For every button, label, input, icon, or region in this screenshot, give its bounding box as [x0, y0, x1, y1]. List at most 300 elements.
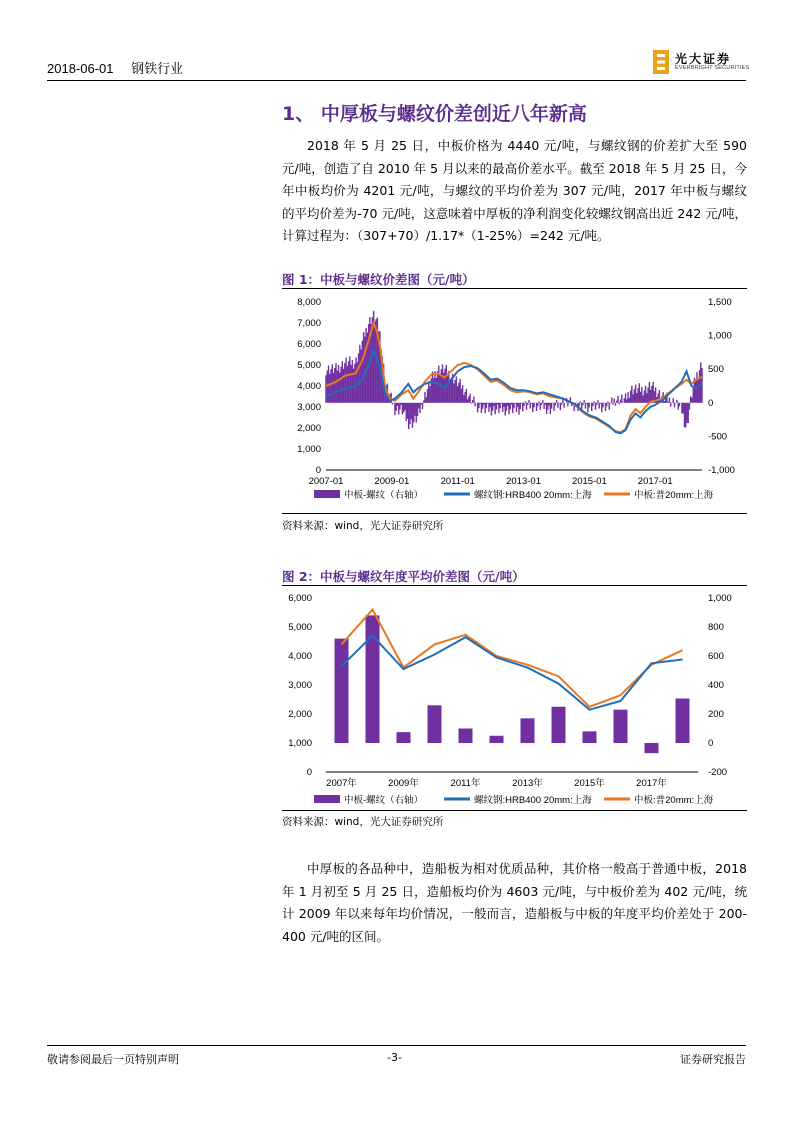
spread-bar [551, 403, 552, 409]
spread-bar [553, 403, 554, 411]
spread-bar [505, 403, 506, 416]
spread-bar [640, 392, 641, 403]
spread-bar [543, 403, 544, 409]
spread-bar [634, 389, 635, 402]
spread-bar [611, 397, 612, 402]
spread-bar [466, 389, 467, 403]
spread-bar [424, 392, 425, 403]
spread-bar [495, 403, 496, 415]
spread-bar [560, 403, 561, 410]
spread-bar [691, 398, 692, 403]
y-left-tick-label: 0 [315, 465, 321, 476]
spread-bar [537, 403, 538, 406]
footer-divider [47, 1045, 746, 1046]
x-tick-label: 2017年 [636, 778, 667, 789]
y-left-tick-label: 1,000 [297, 444, 321, 455]
spread-bar [347, 366, 348, 403]
spread-bar [652, 382, 653, 403]
spread-bar [473, 396, 474, 402]
y-right-tick-label: 0 [708, 397, 714, 409]
spread-bar [609, 403, 610, 410]
spread-bar [518, 403, 519, 415]
spread-bar [555, 403, 556, 406]
spread-bar [506, 403, 507, 411]
spread-bar [594, 401, 595, 402]
page-number: -3- [387, 1051, 402, 1064]
spread-bar [355, 357, 356, 402]
spread-bar [607, 401, 608, 402]
page-header [47, 58, 197, 77]
logo-mark-icon [653, 50, 669, 74]
spread-bar [474, 403, 475, 406]
spread-bar [411, 403, 412, 420]
y-right-tick-label: 1,000 [708, 593, 732, 604]
spread-bar [646, 393, 647, 403]
spread-bar [468, 396, 469, 402]
y-left-tick-label: 6,000 [297, 339, 321, 350]
spread-bar [541, 403, 542, 405]
spread-bar [439, 374, 440, 403]
spread-bar [592, 403, 593, 406]
spread-bar [454, 380, 455, 403]
spread-bar [621, 395, 622, 403]
y-right-tick-label: -1,000 [708, 465, 735, 476]
x-tick-label: 2017-01 [637, 476, 673, 487]
spread-bar [698, 378, 699, 403]
y-left-tick-label: 7,000 [297, 318, 321, 329]
spread-bar [497, 403, 498, 405]
spread-bar [500, 403, 501, 409]
x-tick-label: 2011年 [450, 778, 481, 789]
spread-bar [614, 710, 628, 743]
spread-bar [503, 403, 504, 407]
spread-bar [520, 403, 521, 409]
spread-bar [427, 389, 428, 403]
spread-bar [458, 383, 459, 403]
spread-bar [645, 386, 646, 403]
y-left-tick-label: 2,000 [297, 423, 321, 434]
spread-bar [619, 403, 620, 404]
spread-bar [491, 403, 492, 416]
x-tick-label: 2011-01 [440, 476, 475, 487]
paragraph-1 [282, 135, 747, 248]
spread-bar [528, 400, 529, 403]
spread-bar [635, 385, 636, 403]
spread-bar [456, 376, 457, 402]
figure-1-title: 图 1：中板与螺纹价差图（元/吨） [282, 272, 475, 287]
spread-bar [330, 369, 331, 403]
x-tick-label: 2013年 [512, 778, 543, 789]
legend-plate-label: 中板:普20mm:上海 [634, 795, 714, 806]
spread-bar [360, 349, 361, 402]
spread-bar [676, 698, 690, 743]
spread-bar [552, 707, 566, 743]
spread-bar [434, 371, 435, 403]
spread-bar [521, 403, 522, 404]
spread-bar [561, 403, 562, 405]
paragraph-2 [282, 858, 747, 948]
spread-bar [464, 392, 465, 403]
spread-bar [447, 375, 448, 403]
spread-bar [469, 393, 470, 402]
spread-bar [567, 403, 568, 407]
spread-bar [345, 358, 346, 403]
spread-bar [599, 403, 600, 409]
spread-bar [583, 731, 597, 743]
spread-bar [672, 398, 673, 403]
spread-bar [461, 389, 462, 403]
spread-bar [538, 401, 539, 402]
spread-bar [625, 393, 626, 402]
spread-bar [645, 743, 659, 753]
spread-bar [426, 397, 427, 403]
spread-bar [679, 403, 680, 406]
spread-bar [358, 353, 359, 402]
spread-bar [421, 403, 422, 405]
footer-disclaimer: 敬请参阅最后一页特别声明 [47, 1053, 179, 1066]
spread-bar [667, 402, 668, 403]
spread-bar [496, 403, 497, 410]
spread-bar [595, 403, 596, 410]
spread-bar [626, 399, 627, 402]
spread-bar [428, 705, 442, 743]
spread-bar [547, 403, 548, 410]
spread-bar [688, 403, 689, 423]
spread-bar [657, 394, 658, 403]
spread-bar [631, 386, 632, 403]
spread-bar [459, 379, 460, 403]
x-tick-label: 2015-01 [571, 476, 607, 487]
spread-bar [348, 361, 349, 403]
spread-bar [636, 393, 637, 403]
y-left-tick-label: 0 [306, 767, 312, 778]
spread-bar [409, 403, 410, 424]
spread-bar [365, 328, 366, 403]
figure-1-top-rule [282, 288, 747, 289]
spread-bar [677, 403, 678, 410]
spread-bar [457, 386, 458, 403]
spread-bar [343, 369, 344, 403]
spread-bar [629, 398, 630, 403]
spread-bar [674, 403, 675, 408]
legend-spread-swatch [314, 490, 340, 498]
spread-bar [681, 403, 682, 414]
spread-bar [329, 374, 330, 403]
figure-1-chart [282, 290, 747, 512]
legend-rebar-label: 螺纹钢:HRB400 20mm:上海 [474, 795, 592, 806]
spread-bar [511, 403, 512, 405]
x-tick-label: 2009-01 [374, 476, 410, 487]
spread-bar [498, 403, 499, 413]
spread-bar [546, 403, 547, 414]
y-right-tick-label: -200 [708, 767, 728, 778]
spread-bar [580, 401, 581, 402]
spread-bar [397, 732, 411, 743]
y-right-tick-label: -500 [708, 431, 728, 443]
spread-bar [669, 398, 670, 403]
spread-bar [601, 403, 602, 412]
header-divider [47, 80, 746, 81]
y-left-tick-label: 8,000 [297, 297, 321, 308]
y-right-tick-label: 200 [708, 709, 724, 720]
spread-bar [605, 403, 606, 411]
spread-bar [615, 403, 616, 406]
spread-bar [419, 403, 420, 413]
spread-bar [404, 403, 405, 410]
figure-1-bottom-rule [282, 513, 747, 514]
spread-bar [684, 403, 685, 427]
y-right-tick-label: 500 [708, 364, 724, 376]
spread-bar [689, 403, 690, 410]
legend-spread-label: 中板-螺纹（右轴） [344, 490, 424, 501]
logo-english: EVERBRIGHT SECURITIES [675, 65, 750, 71]
spread-bar [392, 403, 393, 405]
spread-bar [637, 388, 638, 403]
spread-bar [695, 381, 696, 403]
spread-bar [532, 403, 533, 412]
spread-bar [448, 371, 449, 403]
figure-2-title: 图 2：中板与螺纹年度平均价差图（元/吨） [282, 569, 525, 584]
spread-bar [583, 400, 584, 403]
spread-bar [521, 718, 535, 743]
industry-label: 钢铁行业 [131, 61, 184, 76]
spread-bar [649, 382, 650, 403]
spread-bar [502, 403, 503, 412]
y-left-tick-label: 5,000 [288, 622, 312, 633]
spread-bar [530, 403, 531, 409]
spread-bar [591, 403, 592, 411]
logo-name: 光大证券 [675, 52, 732, 66]
spread-bar [550, 403, 551, 414]
figure-1-source: 资料来源：wind，光大证券研究所 [282, 520, 444, 532]
spread-bar [487, 403, 488, 404]
x-tick-label: 2009年 [388, 778, 419, 789]
spread-bar [478, 403, 479, 408]
spread-bar [522, 403, 523, 412]
spread-bar [686, 403, 687, 423]
spread-bar [335, 639, 349, 743]
spread-bar [472, 400, 473, 403]
spread-bar [349, 356, 350, 402]
spread-bar [510, 403, 511, 410]
spread-bar [507, 403, 508, 406]
spread-bar [414, 403, 415, 416]
spread-bar [693, 388, 694, 403]
spread-bar [639, 383, 640, 402]
spread-bar [582, 403, 583, 405]
spread-bar [527, 403, 528, 405]
spread-bar [690, 396, 691, 402]
spread-bar [685, 403, 686, 428]
spread-bar [578, 403, 579, 406]
spread-bar [399, 403, 400, 410]
spread-bar [418, 403, 419, 409]
spread-bar [670, 403, 671, 407]
spread-bar [512, 403, 513, 413]
spread-bar [587, 403, 588, 412]
spread-bar [489, 403, 490, 407]
spread-bar [614, 399, 615, 403]
spread-bar [516, 403, 517, 412]
section-title: 1、 中厚板与螺纹价差创近八年新高 [282, 103, 587, 125]
spread-bar [589, 403, 590, 408]
spread-bar [413, 403, 414, 423]
spread-bar [542, 400, 543, 403]
figure-2-chart [282, 587, 747, 810]
spread-bar [394, 403, 395, 415]
spread-bar [641, 387, 642, 403]
spread-bar [416, 403, 417, 423]
spread-bar [342, 361, 343, 403]
spread-bar [488, 403, 489, 412]
spread-bar [523, 403, 524, 406]
spread-bar [449, 381, 450, 403]
paragraph-2-text: 中厚板的各品种中，造船板为相对优质品种，其价格一般高于普通中板，2018 年 1 月初至 5 月 25 日，造船板均价为 4603 元/吨，与中板价差为 402 元/吨，统计 2009 年以来每年均价情况，一般而言，造船板与中板的年度平均价差处于 200-400 元/吨的区间。 [282, 861, 747, 944]
y-right-tick-label: 400 [708, 680, 724, 691]
spread-bar [477, 403, 478, 413]
spread-bar [675, 403, 676, 404]
spread-bar [493, 403, 494, 406]
spread-bar [651, 386, 652, 403]
spread-bar [644, 391, 645, 403]
paragraph-1-text: 2018 年 5 月 25 日，中板价格为 4440 元/吨，与螺纹钢的价差扩大至 590 元/吨，创造了自 2010 年 5 月以来的最高价差水平。截至 2018 年 5 月 25 日，今年中板均价为 4201 元/吨，与螺纹的平均价差为 307 元/吨，2017 年中板与螺纹的平均价差为-70 元/吨，这意味着中厚板的净利润变化较螺纹钢高出近 242 元/吨，计算过程为：（307+70）/1.17*（1-25%）=242 元/吨。 [282, 138, 747, 243]
spread-bar [350, 365, 351, 403]
spread-bar [403, 403, 404, 413]
spread-bar [526, 403, 527, 410]
spread-bar [482, 403, 483, 409]
spread-bar [632, 394, 633, 403]
spread-bar [525, 401, 526, 402]
legend-spread-label: 中板-螺纹（右轴） [344, 795, 424, 806]
spread-bar [548, 403, 549, 406]
spread-bar [602, 403, 603, 408]
spread-bar [412, 403, 413, 428]
legend-plate-label: 中板:普20mm:上海 [634, 490, 714, 501]
spread-bar [340, 367, 341, 403]
spread-bar [597, 400, 598, 403]
spread-bar [585, 403, 586, 409]
spread-bar [432, 371, 433, 402]
spread-bar [344, 363, 345, 403]
spread-bar [490, 736, 504, 743]
company-logo [653, 48, 753, 76]
spread-bar [338, 365, 339, 403]
spread-bar [422, 403, 423, 409]
y-left-tick-label: 3,000 [297, 402, 321, 413]
y-right-tick-label: 0 [708, 738, 714, 749]
spread-bar [352, 360, 353, 403]
x-tick-label: 2013-01 [506, 476, 541, 487]
spread-bar [406, 403, 407, 421]
spread-bar [467, 399, 468, 402]
spread-bar [408, 403, 409, 429]
spread-bar [700, 362, 701, 402]
spread-bar [423, 400, 424, 402]
y-left-tick-label: 2,000 [288, 709, 312, 720]
spread-bar [442, 364, 443, 402]
legend-rebar-label: 螺纹钢:HRB400 20mm:上海 [474, 490, 592, 501]
y-right-tick-label: 600 [708, 651, 724, 662]
spread-bar [402, 403, 403, 415]
spread-bar [557, 403, 558, 408]
spread-bar [531, 403, 532, 404]
y-left-tick-label: 4,000 [288, 651, 312, 662]
y-left-tick-label: 3,000 [288, 680, 312, 691]
spread-bar [429, 386, 430, 402]
figure-2-source: 资料来源：wind，光大证券研究所 [282, 816, 444, 828]
spread-bar [683, 403, 684, 414]
spread-bar [620, 399, 621, 402]
figure-2-top-rule [282, 585, 747, 586]
spread-bar [536, 403, 537, 411]
y-left-tick-label: 6,000 [288, 593, 312, 604]
spread-bar [556, 400, 557, 403]
spread-bar [624, 398, 625, 403]
spread-bar [463, 395, 464, 403]
spread-bar [484, 403, 485, 413]
spread-bar [540, 403, 541, 410]
legend-spread-swatch [314, 795, 340, 803]
spread-bar [397, 403, 398, 406]
spread-bar [437, 371, 438, 403]
x-tick-label: 2007-01 [308, 476, 344, 487]
spread-bar [374, 321, 375, 402]
spread-bar [395, 403, 396, 411]
spread-bar [428, 381, 429, 403]
spread-bar [630, 391, 631, 403]
spread-bar [501, 403, 502, 404]
report-date: 2018-06-01 [47, 61, 114, 76]
figure-2-bottom-rule [282, 810, 747, 811]
spread-bar [417, 403, 418, 416]
y-left-tick-label: 1,000 [288, 738, 312, 749]
y-right-tick-label: 800 [708, 622, 724, 633]
x-tick-label: 2015年 [574, 778, 605, 789]
spread-bar [481, 403, 482, 413]
spread-bar [363, 332, 364, 403]
spread-bar [596, 403, 597, 405]
spread-bar [545, 403, 546, 405]
spread-bar [339, 373, 340, 403]
spread-bar [627, 392, 628, 403]
spread-bar [453, 384, 454, 403]
spread-bar [398, 403, 399, 415]
spread-bar [337, 371, 338, 403]
y-left-tick-label: 4,000 [297, 381, 321, 392]
y-left-tick-label: 5,000 [297, 360, 321, 371]
spread-bar [606, 403, 607, 406]
spread-bar [586, 403, 587, 404]
spread-bar [354, 364, 355, 403]
spread-bar [479, 403, 480, 404]
spread-bar [664, 401, 665, 403]
spread-bar [508, 403, 509, 415]
spread-bar [610, 403, 611, 404]
spread-bar [362, 341, 363, 403]
y-right-tick-label: 1,500 [708, 297, 732, 308]
spread-bar [334, 368, 335, 403]
spread-bar [462, 385, 463, 403]
spread-bar [401, 403, 402, 405]
spread-bar [483, 403, 484, 405]
spread-bar [616, 401, 617, 403]
y-right-tick-label: 1,000 [708, 330, 732, 342]
spread-bar [436, 378, 437, 403]
spread-bar [600, 403, 601, 404]
spread-bar [515, 403, 516, 404]
footer-report-type: 证券研究报告 [680, 1053, 746, 1066]
spread-bar [364, 337, 365, 403]
